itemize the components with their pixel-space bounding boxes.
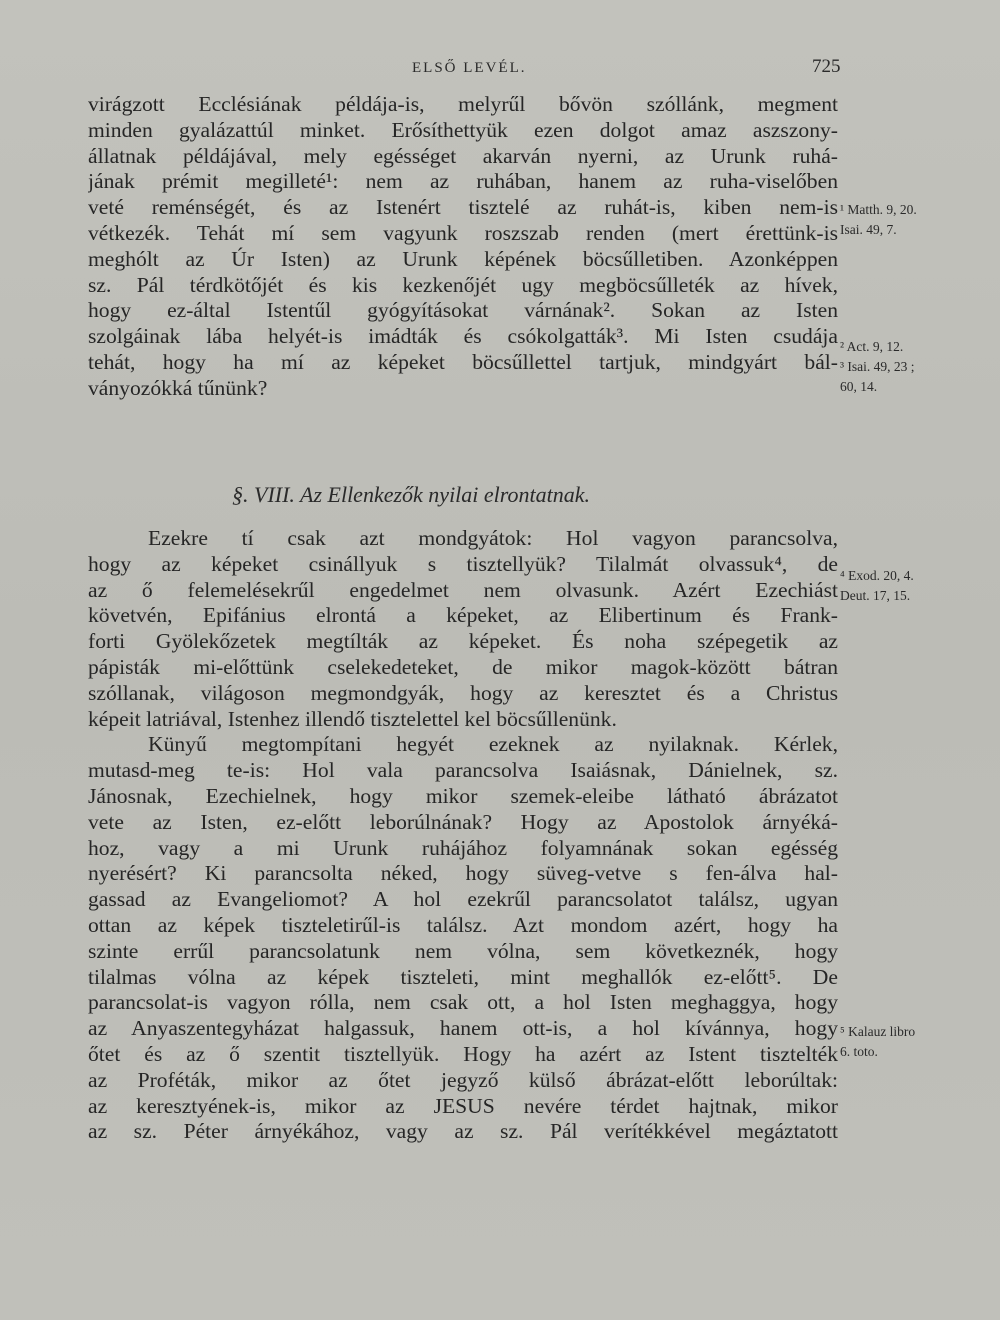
text-line: tilalmas vólna az képek tiszteleti, mint meghallók ez-előtt⁵. De: [88, 964, 838, 989]
text-line: az Anyaszentegyházat halgassuk, hanem ott-is, a hol kívánnya, hogy: [88, 1016, 838, 1041]
margin-note-line: Deut. 17, 15.: [840, 588, 911, 603]
section-heading: §. VIII. Az Ellenkezők nyilai elrontatnak.: [232, 482, 591, 507]
text-line: jának prémit megilleté¹: nem az ruhában, hanem az ruha-viselőben: [88, 169, 838, 194]
text-line: gassad az Evangeliomot? A hol ezekrűl parancsolatot találsz, ugyan: [88, 887, 838, 912]
text-line: mutasd-meg te-is: Hol vala parancsolva Isaiásnak, Dánielnek, sz.: [88, 758, 838, 783]
text-line: nyerésért? Ki parancsolta néked, hogy süveg-vetve s fen-álva hal-: [88, 861, 838, 886]
text-line: szinte errűl parancsolatunk nem vólna, sem következnék, hogy: [88, 938, 838, 963]
text-line: képeit latriával, Istenhez illendő tisztelettel kel böcsűllenünk.: [88, 706, 617, 731]
margin-note-line: ⁴ Exod. 20, 4.: [840, 568, 914, 583]
text-line: őtet és az ő szentit tisztellyük. Hogy ha azért az Istent tisztelték: [88, 1041, 838, 1066]
text-line: ványozókká tűnünk?: [88, 375, 268, 400]
margin-note-line: ² Act. 9, 12.: [840, 339, 904, 354]
text-line: szóllanak, világoson megmondgyák, hogy az keresztet és a Christus: [88, 680, 838, 705]
text-line: minden gyalázattúl minket. Erősíthettyük ezen dolgot amaz aszszony-: [88, 117, 838, 142]
margin-note-line: ¹ Matth. 9, 20.: [840, 202, 917, 217]
text-line: hogy ez-által Istentűl gyógyításokat várnának². Sokan az Isten: [88, 298, 838, 323]
text-line: veté reménségét, és az Istenért tisztelé az ruhát-is, kiben nem-is: [88, 195, 838, 220]
text-line: Künyű megtompítani hegyét ezeknek az nyilaknak. Kérlek,: [148, 732, 838, 757]
text-line: sz. Pál térdkötőjét és kis kezkenőjét ugy megböcsűlleték az hívek,: [88, 272, 838, 297]
text-block-upper: [88, 92, 838, 402]
text-line: állatnak példájával, mely egésséget akarván nyerni, az Urunk ruhá-: [88, 143, 838, 168]
text-line: Jánosnak, Ezechielnek, hogy mikor szemek-eleibe látható ábrázatot: [88, 783, 838, 808]
margin-note-line: ³ Isai. 49, 23 ;: [840, 359, 915, 374]
text-line: Ezekre tí csak azt mondgyátok: Hol vagyon parancsolva,: [148, 526, 838, 550]
text-line: szolgáinak lába helyét-is imádták és csókolgatták³. Mi Isten csudája: [88, 324, 838, 349]
margin-note: [840, 337, 980, 397]
text-line: az ő felemelésekrűl engedelmet nem olvasunk. Azért Ezechiást: [88, 577, 838, 602]
running-header: ELSŐ LEVÉL.: [412, 60, 527, 76]
text-line: vétkezék. Tehát mí sem vagyunk roszszab renden (mert érettünk-is: [88, 220, 838, 245]
text-line: követvén, Epifánius elrontá a képeket, az Elibertinum és Frank-: [88, 603, 838, 628]
text-line: vete az Isten, ez-előtt leborúlnának? Hogy az Apostolok árnyéká-: [88, 809, 838, 834]
text-line: parancsolat-is vagyon rólla, nem csak ott, a hol Isten meghaggya, hogy: [88, 990, 838, 1015]
text-line: ottan az képek tiszteletirűl-is találsz. Azt mondom azért, hogy ha: [88, 912, 838, 937]
text-line: hoz, vagy a mi Urunk ruhájához folyamnának sokan egésség: [88, 835, 838, 860]
margin-note-line: ⁵ Kalauz libro: [840, 1024, 916, 1039]
text-line: tehát, hogy ha mí az képeket böcsűllettel tartjuk, mindgyárt bál-: [88, 349, 838, 374]
text-block-lower: [88, 526, 838, 1145]
margin-note-line: Isai. 49, 7.: [840, 222, 897, 237]
text-line: virágzott Ecclésiának példája-is, melyrűl bővön szóllánk, megment: [88, 92, 838, 116]
margin-note: [840, 566, 980, 606]
text-line: az keresztyének-is, mikor az JESUS nevére térdet hajtnak, mikor: [88, 1093, 838, 1118]
margin-note: [840, 200, 980, 240]
margin-note: [840, 1022, 980, 1062]
text-line: hogy az képeket csinállyuk s tisztellyük? Tilalmát olvassuk⁴, de: [88, 551, 838, 576]
page-number: 725: [812, 56, 841, 77]
text-line: az Proféták, mikor az őtet jegyző külső ábrázat-előtt leborúltak:: [88, 1067, 838, 1092]
margin-note-line: 6. toto.: [840, 1044, 878, 1059]
text-line: az sz. Péter árnyékához, vagy az sz. Pál verítékkével megáztatott: [88, 1119, 838, 1144]
text-line: forti Gyölekőzetek megtílták az képeket. És noha szépegetik az: [88, 629, 838, 654]
text-line: meghólt az Úr Isten) az Urunk képének böcsűlletiben. Azonképpen: [88, 246, 838, 271]
margin-note-line: 60, 14.: [840, 379, 878, 394]
text-line: pápisták mi-előttünk cselekedeteket, de mikor magok-között bátran: [88, 654, 838, 679]
